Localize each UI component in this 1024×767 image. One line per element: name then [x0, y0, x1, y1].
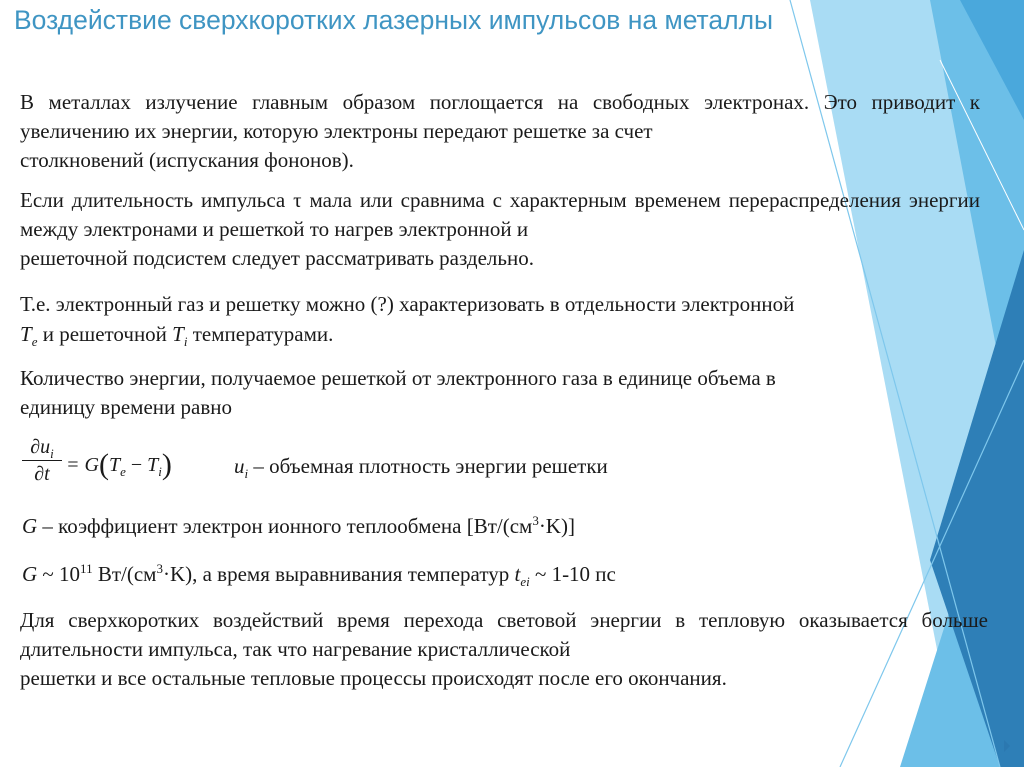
paragraph-pulse-duration-main: Если длительность импульса τ мала или сравнима с характерным временем перераспределения энергии между электронами и решеткой то нагрев электронной и [20, 188, 980, 241]
equation-denominator: ∂t [34, 463, 50, 485]
equation-T-i: T [147, 454, 159, 476]
equation-sub-e: e [120, 464, 126, 479]
symbol-t-subscript: ei [520, 574, 530, 590]
g-value [22, 560, 616, 588]
numerator-text: ∂u [30, 436, 51, 458]
paren-open: ( [98, 448, 109, 481]
g-value-mid: Вт/(см [92, 562, 157, 586]
g-definition-text: – коэффициент электрон ионного теплообмена [Вт/(см [37, 514, 533, 538]
paragraph-energy-amount [20, 364, 980, 422]
equation-equals-G: = G [66, 454, 99, 476]
g-value-sup3: 3 [156, 561, 163, 576]
g-definition-end: ·K)] [538, 514, 575, 538]
numerator-subscript: i [50, 446, 54, 461]
symbol-t: t [514, 562, 521, 586]
energy-transfer-equation [22, 434, 202, 494]
paragraph-energy-amount-main: Количество энергии, получаемое решеткой от электронного газа в единице объема в [20, 366, 776, 390]
equation-T-e: T [108, 454, 121, 476]
text-temperatures: температурами. [187, 322, 334, 346]
paragraph-temperatures-line2 [20, 320, 333, 348]
symbol-G: G [22, 514, 38, 538]
symbol-T-e: T [20, 322, 32, 346]
paragraph-pulse-duration [20, 186, 980, 273]
paragraph-temperatures-line1: Т.е. электронный газ и решетку можно (?) характеризовать в отдельности электронной [20, 292, 795, 316]
paragraph-ultrashort-last: решетки и все остальные тепловые процессы происходят после его окончания. [20, 666, 727, 690]
paragraph-absorption [20, 88, 980, 175]
symbol-T-i: T [172, 322, 184, 346]
paragraph-absorption-main: В металлах излучение главным образом поглощается на свободных электронах. Это приводит к увеличению их энергии, которую электроны передают решетке за счет [20, 90, 980, 143]
g-value-pre: ~ 10 [37, 562, 81, 586]
symbol-G-value: G [22, 562, 38, 586]
paren-close: ) [161, 448, 172, 481]
u-definition-text: – объемная плотность энергии решетки [248, 454, 608, 478]
paragraph-ultrashort [20, 606, 988, 693]
equation-right-side [66, 448, 172, 482]
symbol-u-subscript: i [244, 466, 249, 482]
subscript-i: i [183, 334, 188, 350]
g-value-end: ~ 1-10 пс [529, 562, 616, 586]
u-definition [234, 452, 608, 480]
paragraph-energy-amount-last: единицу времени равно [20, 395, 232, 419]
slide-title: Воздействие сверхкоротких лазерных импульсов на металлы [14, 5, 774, 35]
g-definition-sup: 3 [532, 513, 539, 528]
g-value-sup11: 11 [80, 561, 93, 576]
paragraph-absorption-last: столкновений (испускания фононов). [20, 148, 354, 172]
subscript-e: e [31, 334, 38, 350]
g-definition [22, 512, 575, 540]
g-value-mid2: ·K), а время выравнивания температур [162, 562, 515, 586]
equation-fraction [22, 434, 62, 487]
equation-numerator [22, 434, 62, 461]
symbol-u: u [234, 454, 245, 478]
paragraph-ultrashort-main: Для сверхкоротких воздействий время перехода световой энергии в тепловую оказывается больше длительности импульса, так что нагревание кристаллической [20, 608, 988, 661]
text-lattice: и решеточной [37, 322, 173, 346]
equation-minus: − [125, 454, 148, 476]
equation-sub-i: i [158, 464, 162, 479]
paragraph-pulse-duration-last: решеточной подсистем следует рассматривать раздельно. [20, 246, 534, 270]
